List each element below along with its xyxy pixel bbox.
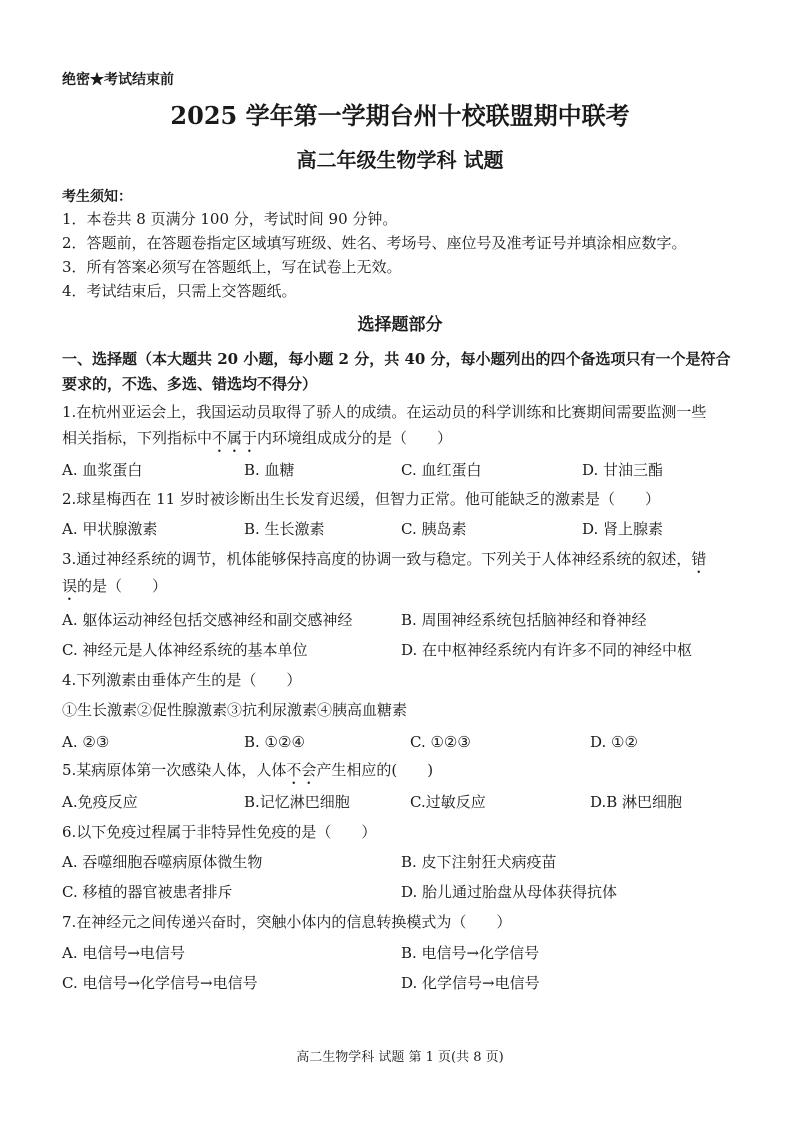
question-4-stem: 4.下列激素由垂体产生的是（ ） (62, 671, 302, 689)
question-stem-text: 3.通过神经系统的调节，机体能够保持高度的协调一致与稳定。下列关于人体神经系统的叙述， (62, 550, 692, 568)
question-1-stem-line2 (62, 428, 452, 456)
section-title: 选择题部分 (357, 315, 443, 335)
part-intro-line1 (62, 349, 731, 369)
question-3-option-c: C. 神经元是人体神经系统的基本单位 (62, 641, 308, 659)
question-stem-text: 内环境组成成分的是（ ） (257, 429, 453, 447)
question-6-option-c: C. 移植的器官被患者排斥 (62, 883, 233, 901)
page-footer: 高二生物学科 试题 第 1 页(共 8 页) (296, 1050, 504, 1065)
question-4-option-a: A. ②③ (62, 733, 110, 751)
question-5-option-b: B.记忆淋巴细胞 (244, 793, 350, 811)
question-6-option-a: A. 吞噬细胞吞噬病原体微生物 (62, 853, 263, 871)
part-desc: （本大题共 20 小题，每小题 2 分，共 40 分，每小题列出的四个备选项只有一个是符合 (137, 350, 731, 368)
part-intro-line2: 要求的，不选、多选、错选均不得分） (62, 375, 318, 393)
question-3-stem-line1 (62, 549, 706, 577)
question-4-option-b: B. ①②④ (244, 733, 305, 751)
question-3-option-a: A. 躯体运动神经包括交感神经和副交感神经 (62, 611, 353, 629)
emphasized-text: 不会 (286, 761, 317, 779)
emphasized-text: 错 (691, 550, 707, 568)
notice-item: 4．考试结束后，只需上交答题纸。 (62, 282, 297, 300)
question-7-stem: 7.在神经元之间传递兴奋时，突触小体内的信息转换模式为（ ） (62, 913, 512, 931)
question-5-option-a: A.免疫反应 (62, 793, 138, 811)
question-7-option-c: C. 电信号→化学信号→电信号 (62, 974, 258, 992)
question-6-option-d: D. 胎儿通过胎盘从母体获得抗体 (401, 883, 618, 901)
question-2-option-a: A. 甲状腺激素 (62, 520, 158, 538)
notice-item: 3．所有答案必须写在答题纸上，写在试卷上无效。 (62, 258, 402, 276)
notice-item: 1．本卷共 8 页满分 100 分，考试时间 90 分钟。 (62, 210, 398, 228)
question-5-option-d: D.B 淋巴细胞 (590, 793, 683, 811)
question-6-stem: 6.以下免疫过程属于非特异性免疫的是（ ） (62, 823, 377, 841)
question-2-stem: 2.球星梅西在 11 岁时被诊断出生长发育迟缓，但智力正常。他可能缺乏的激素是（ ） (62, 490, 660, 508)
question-4-sub-items: ①生长激素②促性腺激素③抗利尿激素④胰高血糖素 (62, 701, 408, 719)
question-3-option-b: B. 周围神经系统包括脑神经和脊神经 (401, 611, 647, 629)
question-3-stem-line2 (62, 576, 167, 604)
question-7-option-b: B. 电信号→化学信号 (401, 944, 540, 962)
emphasized-text: 不属于 (212, 429, 258, 447)
notice-item: 2．答题前，在答题卷指定区域填写班级、姓名、考场号、座位号及准考证号并填涂相应数字。 (62, 234, 687, 252)
question-4-option-d: D. ①② (590, 733, 638, 751)
question-7-option-d: D. 化学信号→电信号 (401, 974, 540, 992)
question-2-option-d: D. 肾上腺素 (582, 520, 664, 538)
emphasized-text: 误 (62, 577, 78, 595)
exam-subtitle: 高二年级生物学科 试题 (296, 148, 504, 172)
question-1-option-b: B. 血糖 (244, 461, 295, 479)
question-2-option-c: C. 胰岛素 (401, 520, 467, 538)
question-stem-text: 相关指标，下列指标中 (62, 429, 213, 447)
question-5-stem (62, 760, 433, 788)
exam-title: 2025 学年第一学期台州十校联盟期中联考 (170, 101, 630, 130)
part-label: 一、选择题 (62, 350, 138, 368)
question-4-option-c: C. ①②③ (410, 733, 471, 751)
question-stem-text: 5.某病原体第一次感染人体，人体 (62, 761, 287, 779)
question-stem-text: 的是（ ） (77, 577, 168, 595)
question-1-option-a: A. 血浆蛋白 (62, 461, 143, 479)
question-stem-text: 产生相应的( ) (316, 761, 434, 779)
notice-title: 考生须知： (62, 189, 132, 205)
question-5-option-c: C.过敏反应 (410, 793, 486, 811)
question-2-option-b: B. 生长激素 (244, 520, 325, 538)
question-7-option-a: A. 电信号→电信号 (62, 944, 185, 962)
question-1-option-c: C. 血红蛋白 (401, 461, 482, 479)
question-6-option-b: B. 皮下注射狂犬病疫苗 (401, 853, 557, 871)
question-1-option-d: D. 甘油三酯 (582, 461, 664, 479)
question-1-stem-line1: 1.在杭州亚运会上，我国运动员取得了骄人的成绩。在运动员的科学训练和比赛期间需要监测一些 (62, 403, 707, 421)
question-3-option-d: D. 在中枢神经系统内有许多不同的神经中枢 (401, 641, 693, 659)
confidential-label: 绝密★考试结束前 (62, 72, 174, 88)
